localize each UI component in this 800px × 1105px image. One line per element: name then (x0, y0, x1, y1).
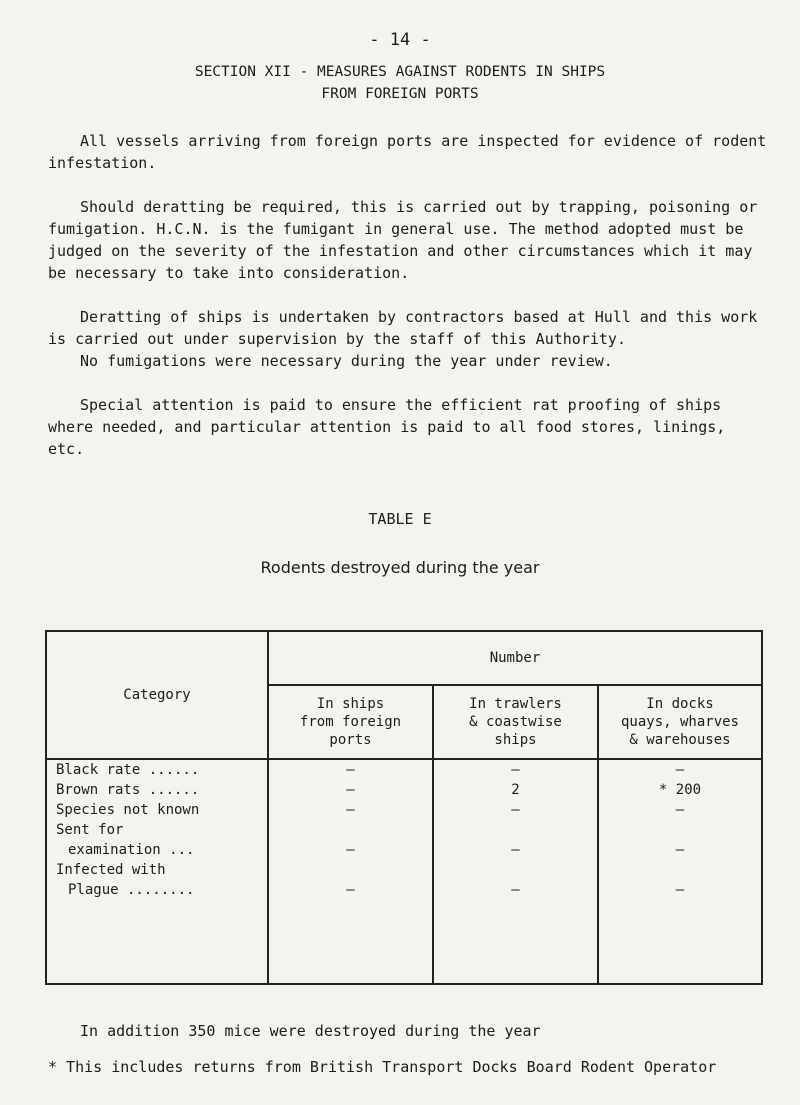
table-caption: Rodents destroyed during the year (260, 558, 540, 577)
paragraph-deratting-methods: Should deratting be required, this is carried out by trapping, poisoning or fumigation. H.C.N. is the fumigant in general use. The method adopted must be judged on the severity of the infestation and other circumstances which it may be necessary to take into consideration. (48, 198, 758, 282)
category-species-unknown: Species not known (56, 802, 200, 818)
page-number: - 14 - (369, 30, 431, 50)
footnote-mice: In addition 350 mice were destroyed during the year (80, 1022, 541, 1040)
category-examination: examination ... (68, 842, 195, 858)
paragraph-fumigations: No fumigations were necessary during the year under review. (80, 352, 613, 370)
footnote-asterisk: * This includes returns from British Transport Docks Board Rodent Operator (48, 1058, 717, 1076)
header-category: Category (46, 631, 268, 759)
paragraph-inspection: All vessels arriving from foreign ports are inspected for evidence of rodent infestation. (48, 132, 767, 172)
rodents-table (45, 630, 763, 985)
category-sent-for: Sent for (56, 822, 124, 838)
section-title: SECTION XII - MEASURES AGAINST RODENTS IN SHIPS (194, 64, 606, 80)
header-docks: In docks quays, wharves & warehouses (598, 685, 762, 759)
paragraph-contractors: Deratting of ships is undertaken by contractors based at Hull and this work is carried out under supervision by the staff of this Authority. (48, 308, 758, 348)
values-foreign-ships: – – – – – (268, 759, 433, 984)
values-docks: – * 200 – – – (598, 759, 762, 984)
category-column (46, 759, 268, 984)
category-brown-rats: Brown rats ...... (56, 782, 200, 798)
category-black-rats: Black rate ...... (56, 762, 200, 778)
header-number: Number (268, 631, 762, 685)
table-label: TABLE E (368, 510, 432, 528)
category-infected-with: Infected with (56, 862, 166, 878)
header-trawlers: In trawlers & coastwise ships (433, 685, 598, 759)
category-plague: Plague ........ (68, 882, 195, 898)
header-foreign-ships: In ships from foreign ports (268, 685, 433, 759)
paragraph-rat-proofing: Special attention is paid to ensure the efficient rat proofing of ships where needed, and particular attention is paid to all food stores, linings, etc. (48, 396, 726, 458)
values-trawlers: – 2 – – – (433, 759, 598, 984)
section-subtitle: FROM FOREIGN PORTS (321, 86, 479, 102)
